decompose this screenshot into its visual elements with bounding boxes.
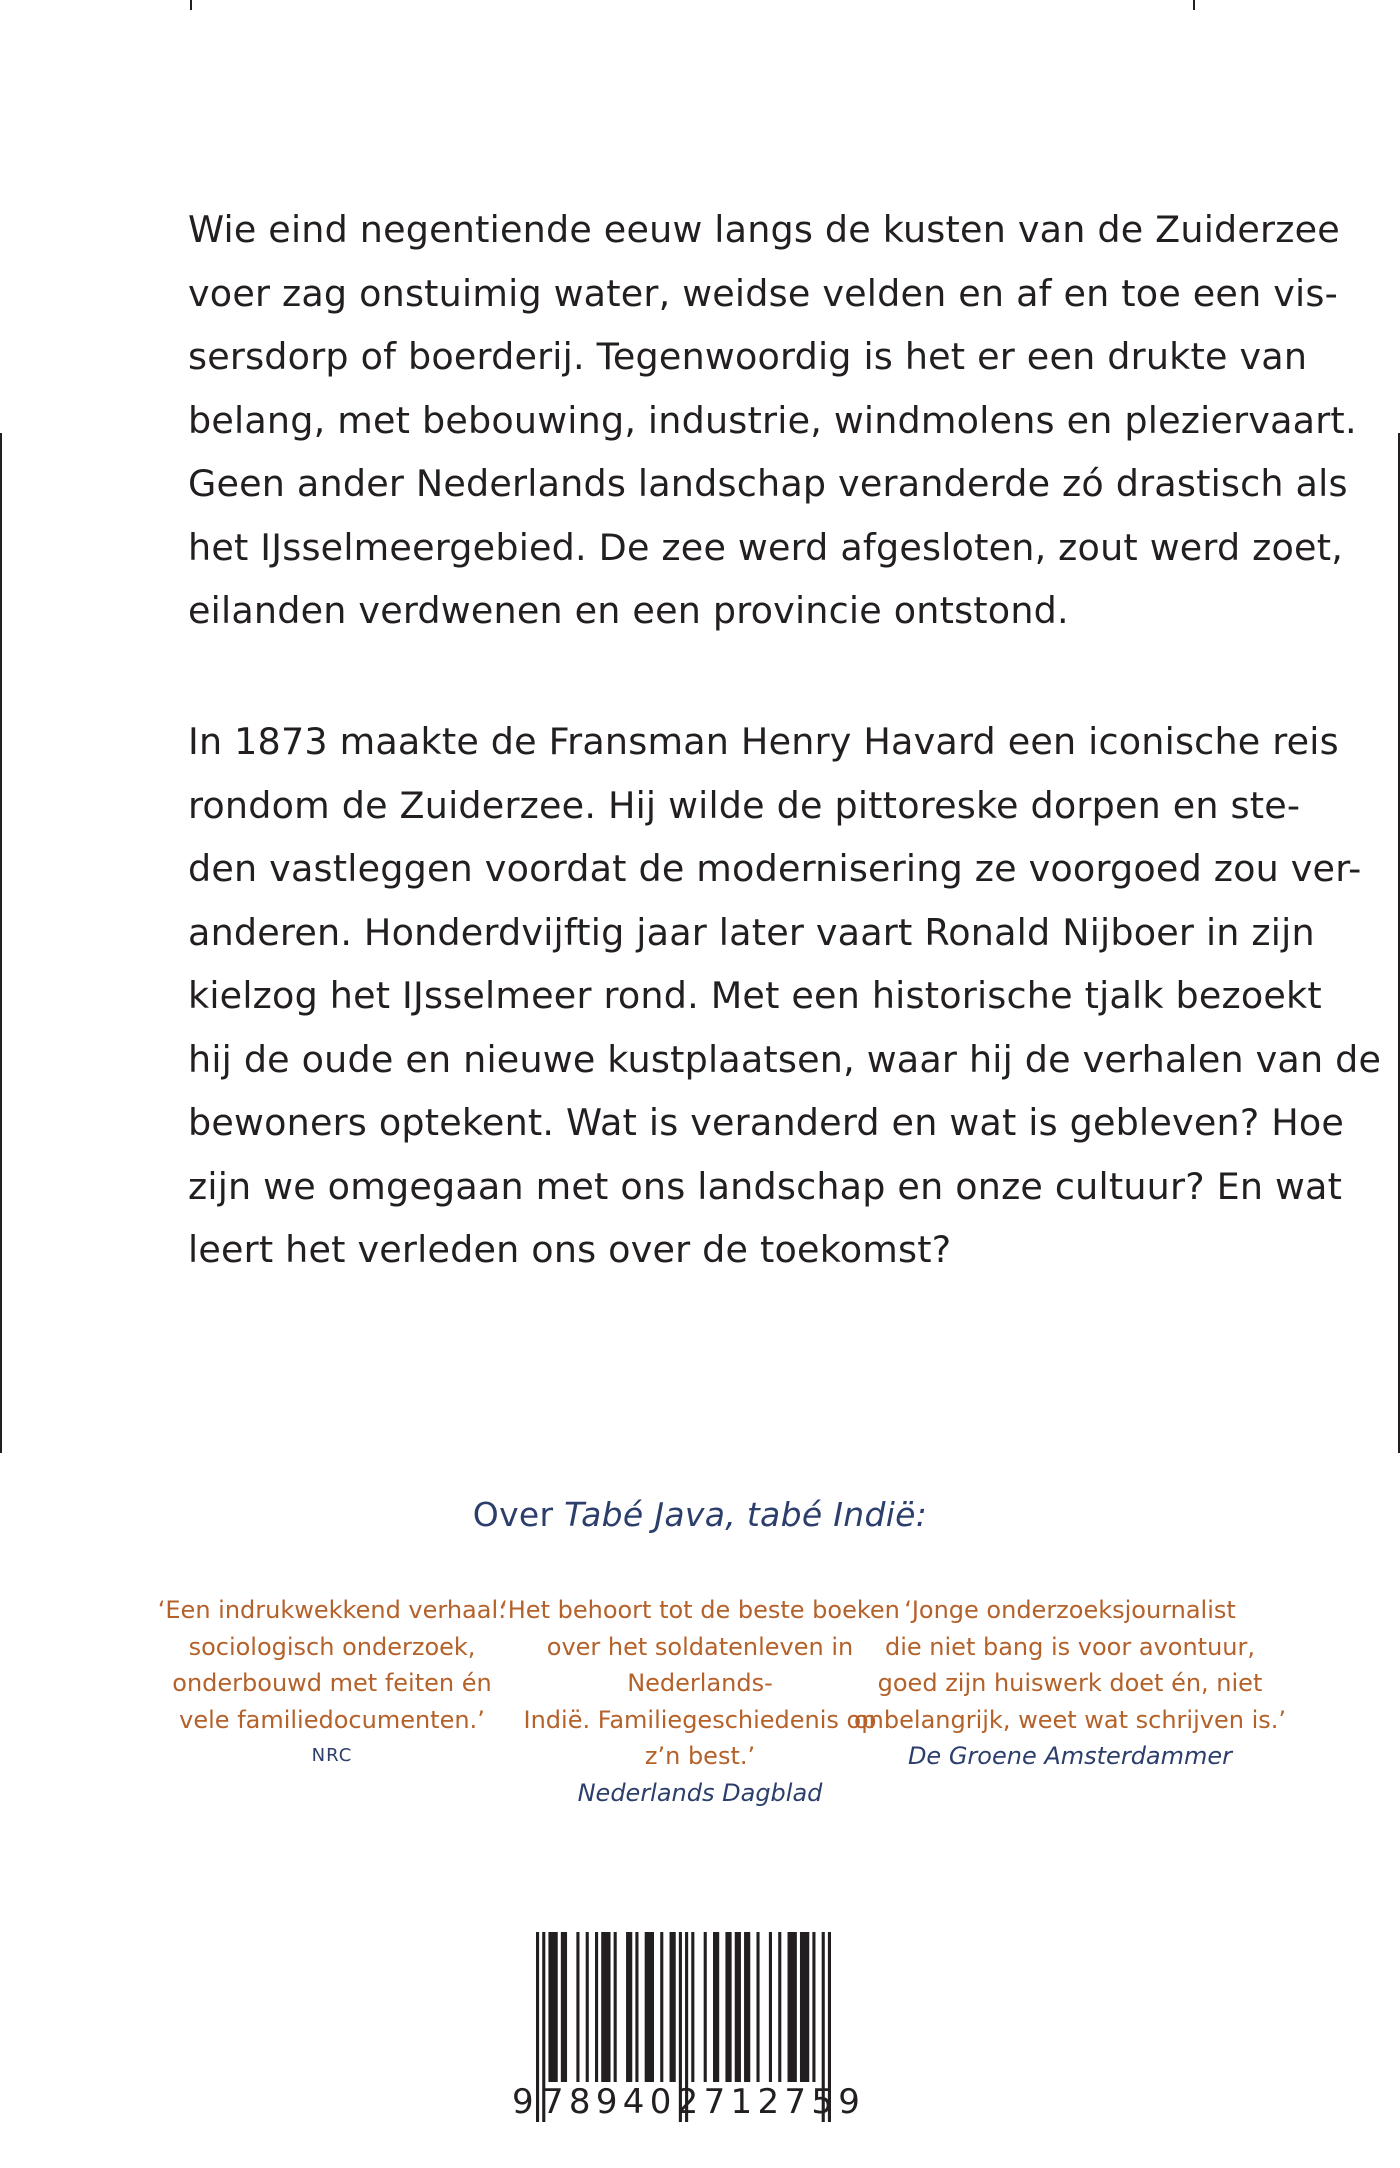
barcode-bar <box>595 1932 598 2082</box>
blurb-line: Geen ander Nederlands landschap veranderde zó drastisch als <box>188 462 1348 505</box>
crop-mark <box>190 0 192 10</box>
barcode-bar <box>561 1932 567 2082</box>
blurb-paragraph-1 <box>188 198 1357 643</box>
isbn-number <box>512 2082 866 2122</box>
quote-line: goed zijn huiswerk doet én, niet <box>877 1669 1263 1697</box>
reviews-heading <box>0 1495 1400 1534</box>
barcode-bar <box>788 1932 797 2082</box>
quote-line: z’n best.’ <box>644 1742 756 1770</box>
quote-line: onbelangrijk, weet wat schrijven is.’ <box>854 1705 1286 1734</box>
barcode-bar <box>778 1932 781 2082</box>
blurb-line: hij de oude en nieuwe kustplaatsen, waar hij de verhalen van de <box>188 1037 1382 1081</box>
barcode-bar <box>601 1932 610 2082</box>
blurb-line: anderen. Honderdvijftig jaar later vaart Ronald Nijboer in zijn <box>188 910 1315 954</box>
blurb-line: zijn we omgegaan met ons landschap en onze cultuur? En wat <box>188 1164 1343 1208</box>
blurb-line: In 1873 maakte de Fransman Henry Havard een iconische reis <box>188 720 1339 763</box>
quote-line: onderbouwd met feiten én <box>172 1669 492 1697</box>
reviewed-book-title: Tabé Java, tabé Indië: <box>564 1495 928 1534</box>
review-quote-de-groene-amsterdammer <box>850 1592 1290 1775</box>
barcode-bar <box>548 1932 557 2082</box>
quote-line: sociologisch onderzoek, <box>188 1632 476 1661</box>
reviews-heading-prefix: Over <box>472 1495 565 1534</box>
quote-source: De Groene Amsterdammer <box>907 1742 1233 1770</box>
barcode-bar <box>735 1932 741 2082</box>
barcode-bar <box>635 1932 638 2082</box>
quote-source: Nederlands Dagblad <box>577 1778 823 1807</box>
blurb-line: sersdorp of boerderij. Tegenwoordig is het er een drukte van <box>188 335 1308 378</box>
trim-line <box>0 433 2 1453</box>
barcode-bar <box>756 1932 759 2082</box>
barcode-bar <box>626 1932 632 2082</box>
isbn-digits: 789402712759 <box>542 2082 866 2122</box>
barcode-bar <box>725 1932 731 2082</box>
blurb-line: eilanden verdwenen en een provincie ontstond. <box>188 589 1069 632</box>
blurb-line: leert het verleden ons over de toekomst? <box>188 1228 952 1271</box>
barcode-bar <box>660 1932 663 2082</box>
quote-line: die niet bang is voor avontuur, <box>885 1632 1255 1661</box>
barcode-bar <box>769 1932 772 2082</box>
barcode-bar <box>614 1932 617 2082</box>
quote-source: NRC <box>311 1745 353 1766</box>
quote-line: over het soldatenleven in Nederlands- <box>546 1632 854 1697</box>
barcode-bar <box>586 1932 589 2082</box>
quote-line: Indië. Familiegeschiedenis op <box>523 1705 877 1734</box>
barcode-bar <box>812 1932 815 2082</box>
blurb-line: het IJsselmeergebied. De zee werd afgesloten, zout werd zoet, <box>188 525 1344 569</box>
blurb-line: belang, met bebouwing, industrie, windmolens en pleziervaart. <box>188 398 1357 442</box>
quote-line: vele familiedocumenten.’ <box>179 1705 485 1734</box>
blurb-line: kielzog het IJsselmeer rond. Met een historische tjalk bezoekt <box>188 974 1322 1017</box>
blurb-line: rondom de Zuiderzee. Hij wilde de pittoreske dorpen en ste- <box>188 783 1301 827</box>
barcode-bar <box>576 1932 579 2082</box>
quote-line: ‘Een indrukwekkend verhaal: <box>157 1596 507 1624</box>
blurb-line: den vastleggen voordat de modernisering ze voorgoed zou ver- <box>188 847 1362 890</box>
blurb-paragraph-2 <box>188 710 1382 1282</box>
barcode-bar <box>744 1932 750 2082</box>
crop-mark <box>1193 0 1195 10</box>
blurb-line: Wie eind negentiende eeuw langs de kusten van de Zuiderzee <box>188 208 1340 251</box>
barcode-bar <box>704 1932 707 2082</box>
quote-line: ‘Het behoort tot de beste boeken <box>500 1596 900 1624</box>
barcode-bar <box>645 1932 654 2082</box>
barcode-bar <box>670 1932 676 2082</box>
barcode-bar <box>691 1932 694 2082</box>
barcode-bar <box>800 1932 809 2082</box>
blurb-line: bewoners optekent. Wat is veranderd en wat is gebleven? Hoe <box>188 1101 1345 1144</box>
isbn-first-digit: 9 <box>512 2082 534 2122</box>
quote-line: ‘Jonge onderzoeksjournalist <box>904 1596 1236 1624</box>
barcode-bar <box>713 1932 719 2082</box>
blurb-line: voer zag onstuimig water, weidse velden en af en toe een vis- <box>188 271 1338 315</box>
